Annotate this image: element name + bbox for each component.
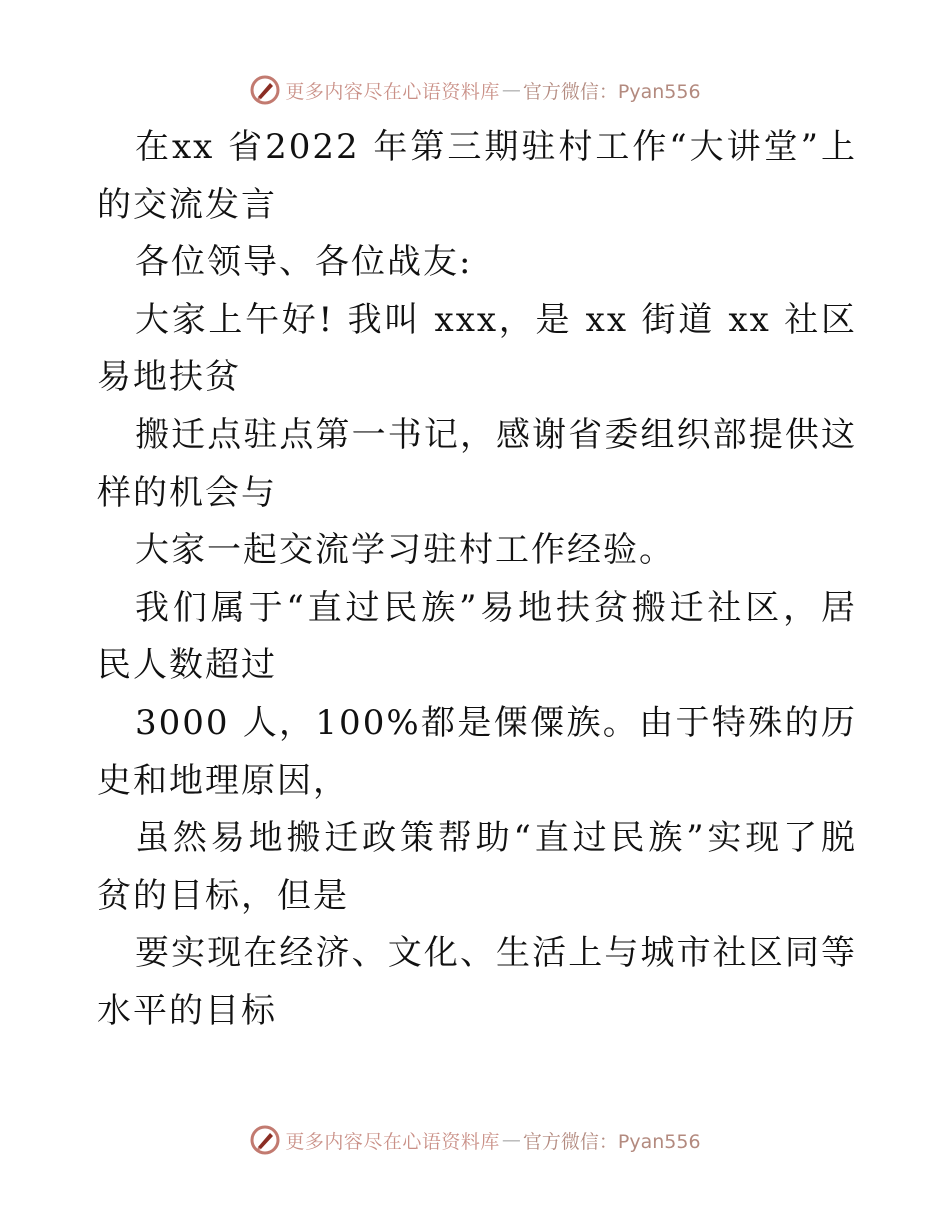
paragraph: 搬迁点驻点第一书记，感谢省委组织部提供这样的机会与 xyxy=(97,414,857,513)
pen-logo-icon xyxy=(249,1124,281,1156)
paragraph: 3000 人，100%都是傈僳族。由于特殊的历史和地理原因， xyxy=(97,702,857,801)
header-watermark xyxy=(0,73,950,107)
watermark-site-text: 更多内容尽在心语资料库 xyxy=(285,1130,500,1153)
watermark-separator: — xyxy=(501,1129,521,1151)
paragraph: 要实现在经济、文化、生活上与城市社区同等水平的目标 xyxy=(97,933,857,1031)
watermark-separator: — xyxy=(501,79,521,101)
document-title: 在xx 省2022 年第三期驻村工作“大讲堂”上的交流发言 xyxy=(97,127,857,225)
watermark-wechat-text: 官方微信：Pyan556 xyxy=(522,1130,701,1153)
footer-watermark xyxy=(0,1123,950,1157)
salutation: 各位领导、各位战友: xyxy=(135,242,473,283)
watermark-site-text: 更多内容尽在心语资料库 xyxy=(285,80,500,103)
paragraph: 大家一起交流学习驻村工作经验。 xyxy=(135,530,675,571)
paragraph: 我们属于“直过民族”易地扶贫搬迁社区，居民人数超过 xyxy=(97,587,857,686)
pen-logo-icon xyxy=(249,74,281,106)
watermark-wechat-text: 官方微信：Pyan556 xyxy=(522,80,701,103)
document-body xyxy=(97,119,857,1041)
paragraph: 大家上午好! 我叫 xxx，是 xx 街道 xx 社区易地扶贫 xyxy=(97,299,857,398)
paragraph: 虽然易地搬迁政策帮助“直过民族”实现了脱贫的目标，但是 xyxy=(97,818,857,916)
